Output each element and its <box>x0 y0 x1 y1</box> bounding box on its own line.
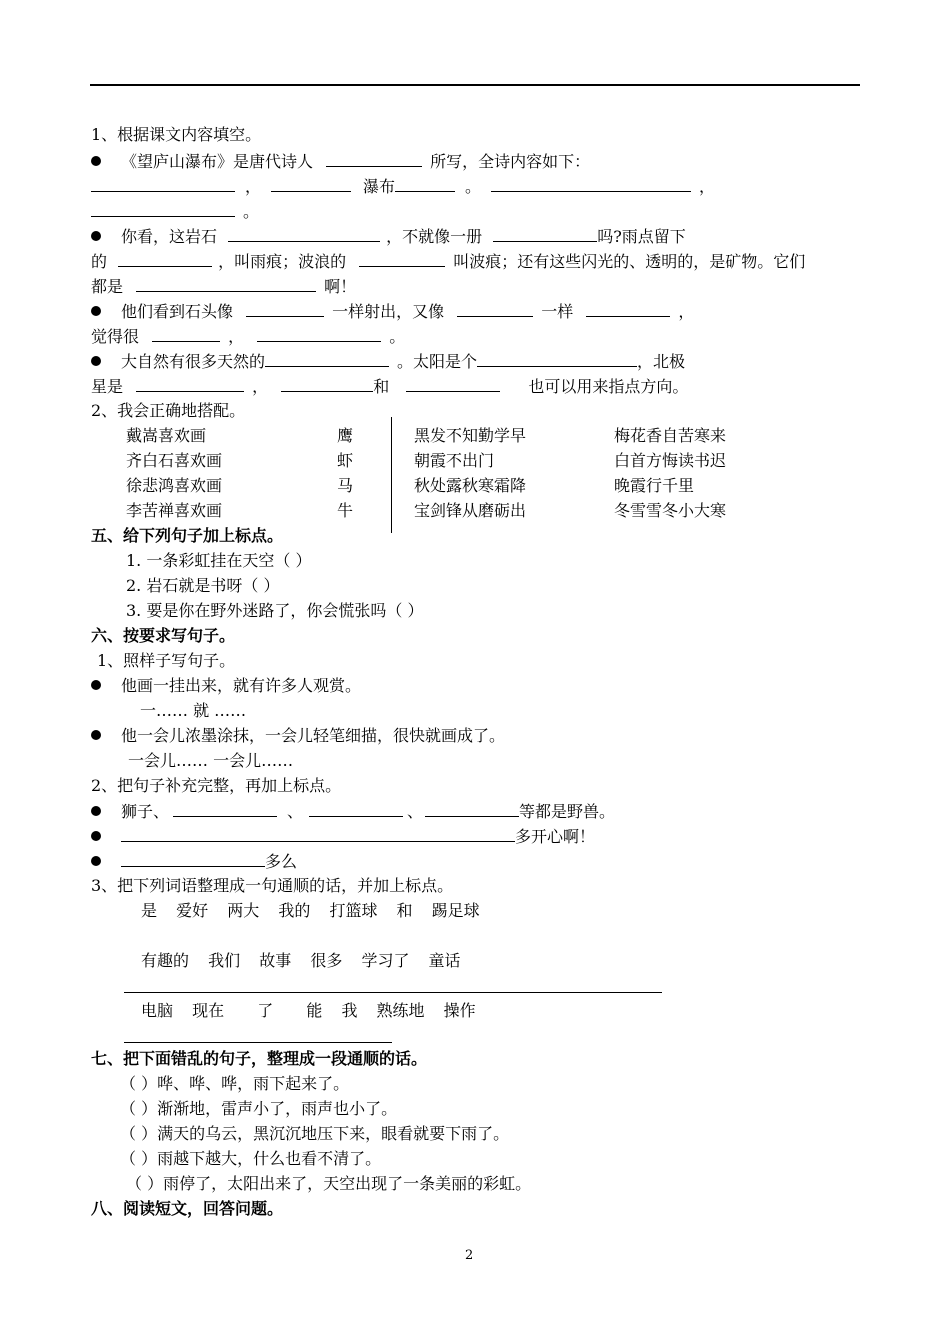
proverb-a-2: 朝霞不出门 <box>414 451 495 470</box>
q1-title: 1、根据课文内容填空。 <box>91 125 262 144</box>
punct-item-3: 3. 要是你在野外迷路了，你会慌张吗（ ） <box>126 601 424 620</box>
proverb-a-3: 秋处露秋寒霜降 <box>414 476 527 495</box>
blank[interactable] <box>425 800 519 817</box>
blank[interactable] <box>493 225 597 242</box>
blank[interactable] <box>136 275 316 292</box>
s6-sub3: 3、把下列词语整理成一句通顺的话，并加上标点。 <box>91 876 454 895</box>
blank[interactable] <box>152 325 220 342</box>
bullet-icon <box>91 730 101 740</box>
order-item-4: （ ）雨越下越大，什么也看不清了。 <box>120 1149 382 1168</box>
q1-bullet-4 <box>91 350 685 373</box>
text: 。太阳是个 <box>397 352 478 371</box>
text: 他一会儿浓墨涂抹，一会儿轻笔细描，很快就画成了。 <box>121 726 506 745</box>
text: 吗?雨点留下 <box>597 227 686 246</box>
text: 狮子、 <box>121 802 170 821</box>
bullet-icon <box>91 156 101 166</box>
word: 现在 <box>192 1001 225 1020</box>
q1-bullet-3 <box>91 300 694 323</box>
text: 。 <box>465 177 482 196</box>
bullet-icon <box>91 306 101 316</box>
word: 是 <box>141 901 158 920</box>
text: ， <box>678 302 695 321</box>
text: 觉得很 <box>91 327 140 346</box>
punct-item-1: 1. 一条彩虹挂在天空（ ） <box>126 551 312 570</box>
bullet-icon <box>91 831 101 841</box>
text: ， <box>252 377 269 396</box>
blank[interactable] <box>91 200 235 217</box>
blank[interactable] <box>246 300 324 317</box>
text: 啊！ <box>324 277 357 296</box>
word: 我 <box>341 1001 358 1020</box>
text: ，北极 <box>637 352 686 371</box>
text: 他们看到石头像 <box>121 302 234 321</box>
text: 叫波痕；还有这些闪光的、透明的，是矿物。它们 <box>453 252 806 271</box>
text: 都是 <box>91 277 124 296</box>
word-group-3 <box>141 1000 476 1022</box>
match-animal-4: 牛 <box>337 501 354 520</box>
blank[interactable] <box>118 250 212 267</box>
bullet-icon <box>91 856 101 866</box>
order-item-1: （ ）哗、哗、哗，雨下起来了。 <box>120 1074 350 1093</box>
text: 。 <box>389 327 406 346</box>
blank[interactable] <box>457 300 533 317</box>
text: 瀑布 <box>363 177 396 196</box>
q1-bullet-2-cont <box>91 250 805 273</box>
proverb-b-4: 冬雪雪冬小大寒 <box>614 501 727 520</box>
proverb-a-1: 黑发不知勤学早 <box>414 426 527 445</box>
word: 我们 <box>208 951 241 970</box>
word: 有趣的 <box>141 951 190 970</box>
blank[interactable] <box>228 225 380 242</box>
bullet-icon <box>91 680 101 690</box>
blank[interactable] <box>136 375 244 392</box>
proverb-b-3: 晚霞行千里 <box>614 476 695 495</box>
text: ， <box>228 327 245 346</box>
match-left-1: 戴嵩喜欢画 <box>126 426 207 445</box>
section-8-title: 八、阅读短文，回答问题。 <box>91 1199 284 1218</box>
text: ， <box>245 177 262 196</box>
text: 也可以用来指点方向。 <box>528 377 689 396</box>
blank[interactable] <box>309 800 403 817</box>
match-left-4: 李苦禅喜欢画 <box>126 501 223 520</box>
text: 大自然有很多天然的 <box>121 352 266 371</box>
blank[interactable] <box>586 300 670 317</box>
word: 踢足球 <box>431 901 480 920</box>
q1-bullet-1 <box>91 150 590 173</box>
text: 他画一挂出来，就有许多人观赏。 <box>121 676 362 695</box>
blank[interactable] <box>265 350 389 367</box>
blank[interactable] <box>395 175 455 192</box>
bullet-icon <box>91 806 101 816</box>
blank[interactable] <box>257 325 381 342</box>
text: ，叫雨痕；波浪的 <box>218 252 347 271</box>
text: 的 <box>91 252 108 271</box>
text: 多么 <box>265 852 298 871</box>
order-item-5: （ ）雨停了，太阳出来了，天空出现了一条美丽的彩虹。 <box>126 1174 532 1193</box>
text: 和 <box>373 377 390 396</box>
match-animal-2: 虾 <box>337 451 354 470</box>
text: 。 <box>243 202 260 221</box>
blank[interactable] <box>121 825 515 842</box>
text: 你看，这岩石 <box>121 227 218 246</box>
word: 学习了 <box>361 951 410 970</box>
example-1 <box>91 675 361 697</box>
text: 、 <box>407 802 424 821</box>
blank[interactable] <box>491 175 691 192</box>
blank[interactable] <box>359 250 445 267</box>
word: 爱好 <box>176 901 209 920</box>
header-rule <box>90 84 860 86</box>
word: 电脑 <box>141 1001 174 1020</box>
word: 两大 <box>227 901 260 920</box>
q1-bullet-1-cont <box>91 175 715 198</box>
text: ，不就像一册 <box>386 227 483 246</box>
blank[interactable] <box>121 850 265 867</box>
text: 多开心啊！ <box>515 827 596 846</box>
word: 了 <box>257 1001 274 1020</box>
blank[interactable] <box>406 375 500 392</box>
page-number: 2 <box>465 1248 474 1263</box>
blank[interactable] <box>271 175 351 192</box>
q1-bullet-3-cont <box>91 325 405 348</box>
answer-line[interactable] <box>124 1042 392 1043</box>
blank[interactable] <box>173 800 277 817</box>
order-item-2: （ ）渐渐地，雷声小了，雨声也小了。 <box>120 1099 398 1118</box>
word-group-1 <box>141 900 480 922</box>
q1-bullet-2-end <box>91 275 356 298</box>
blank[interactable] <box>326 150 422 167</box>
bullet-icon <box>91 356 101 366</box>
s6-sub1: 1、照样子写句子。 <box>97 651 236 670</box>
proverb-b-1: 梅花香自苦寒来 <box>614 426 727 445</box>
blank[interactable] <box>281 375 373 392</box>
section-7-title: 七、把下面错乱的句子，整理成一段通顺的话。 <box>91 1049 428 1068</box>
text: ， <box>699 177 716 196</box>
fill-2 <box>91 825 595 848</box>
word: 操作 <box>443 1001 476 1020</box>
match-left-3: 徐悲鸿喜欢画 <box>126 476 223 495</box>
text: 一样 <box>541 302 574 321</box>
word: 我的 <box>278 901 311 920</box>
s6-sub2: 2、把句子补充完整，再加上标点。 <box>91 776 342 795</box>
word: 和 <box>396 901 413 920</box>
fill-1 <box>91 800 615 823</box>
section-5-title: 五、给下列句子加上标点。 <box>91 526 284 545</box>
answer-line[interactable] <box>124 992 662 993</box>
example-2 <box>91 725 505 747</box>
q1-bullet-1-end <box>91 200 259 223</box>
punct-item-2: 2. 岩石就是书呀（ ） <box>126 576 280 595</box>
fill-3 <box>91 850 297 873</box>
text: 、 <box>287 802 304 821</box>
text: 星是 <box>91 377 124 396</box>
text: 等都是野兽。 <box>519 802 616 821</box>
pattern-1: 一…… 就 …… <box>140 701 247 720</box>
word: 能 <box>306 1001 323 1020</box>
pattern-2: 一会儿…… 一会儿…… <box>128 751 294 770</box>
blank[interactable] <box>91 175 235 192</box>
word: 故事 <box>259 951 292 970</box>
word: 打篮球 <box>329 901 378 920</box>
blank[interactable] <box>477 350 637 367</box>
order-item-3: （ ）满天的乌云，黑沉沉地压下来，眼看就要下雨了。 <box>120 1124 510 1143</box>
text: 《望庐山瀑布》是唐代诗人 <box>121 152 314 171</box>
text: 一样射出，又像 <box>332 302 445 321</box>
q1-bullet-2 <box>91 225 686 248</box>
match-animal-1: 鹰 <box>337 426 354 445</box>
q2-title: 2、我会正确地搭配。 <box>91 401 246 420</box>
q1-bullet-4-cont <box>91 375 688 398</box>
match-left-2: 齐白石喜欢画 <box>126 451 223 470</box>
bullet-icon <box>91 231 101 241</box>
word: 熟练地 <box>376 1001 425 1020</box>
word: 童话 <box>428 951 461 970</box>
word-group-2 <box>141 950 461 972</box>
word: 很多 <box>310 951 343 970</box>
proverb-a-4: 宝剑锋从磨砺出 <box>414 501 527 520</box>
section-6-title: 六、按要求写句子。 <box>91 626 236 645</box>
match-animal-3: 马 <box>337 476 354 495</box>
divider <box>391 417 392 533</box>
proverb-b-2: 白首方悔读书迟 <box>614 451 727 470</box>
text: 所写，全诗内容如下： <box>430 152 591 171</box>
